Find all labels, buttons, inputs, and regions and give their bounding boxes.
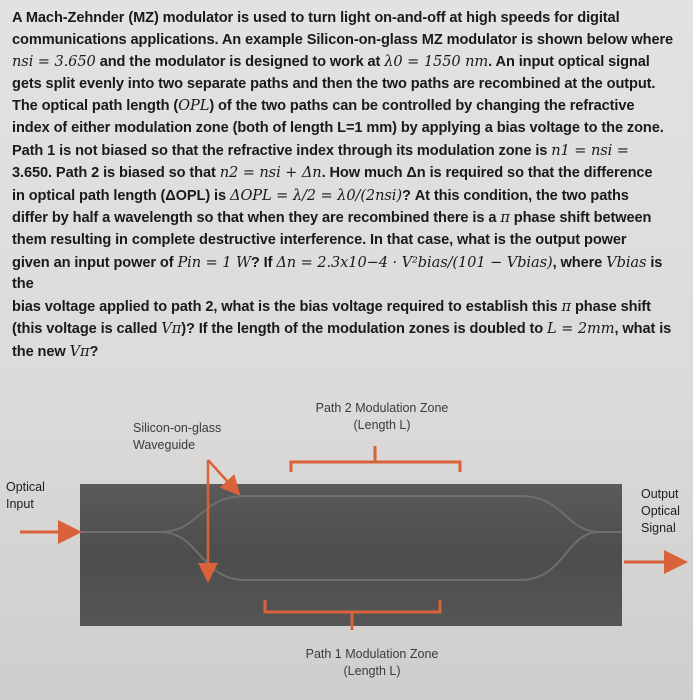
- label-line: (Length L): [343, 664, 401, 678]
- label-line: Output: [641, 487, 679, 501]
- waveguide-pointer: [208, 460, 237, 578]
- text-run: gets split evenly into two separate paths and then the two paths are recombined at the output.: [12, 75, 656, 92]
- text-run: ? At this condition, the two paths: [401, 187, 629, 204]
- math-opl: OPL: [178, 97, 210, 115]
- math-vpi: Vπ: [161, 320, 182, 338]
- label-line: (Length L): [353, 418, 411, 432]
- text-run: communications applications. An example Silicon-on-glass MZ modulator is shown below where: [12, 31, 674, 48]
- text-run: the new: [12, 343, 70, 360]
- text-run: and the modulator is designed to work at: [95, 54, 385, 71]
- math-n2-eq: n2 = nsi + Δn: [219, 164, 322, 182]
- text-run: in optical path length (ΔOPL) is: [12, 187, 230, 204]
- text-run: (this voltage is called: [12, 321, 162, 338]
- text-run: phase shift: [571, 298, 651, 315]
- math-vpi: Vπ: [69, 342, 90, 360]
- text-run: . An input optical signal: [488, 54, 650, 71]
- text-run: 3.650. Path 2 is biased so that: [12, 165, 220, 182]
- text-run: phase shift between: [509, 210, 652, 227]
- text-run: A Mach-Zehnder (MZ) modulator is used to turn light on-and-off at high speeds for digital: [12, 10, 620, 26]
- label-line: Signal: [641, 521, 676, 535]
- text-run: is the: [12, 254, 663, 293]
- text-run: , what is: [614, 321, 672, 338]
- math-vbias: Vbias: [606, 253, 647, 271]
- path2-bracket: [291, 446, 460, 472]
- math-nsi-eq: nsi = 3.650: [12, 53, 96, 71]
- text-run: The optical path length (: [12, 98, 179, 115]
- math-pin-eq: Pin = 1 W: [177, 253, 251, 271]
- math-n1-eq: n1 = nsi =: [551, 141, 629, 159]
- label-line: Path 2 Modulation Zone: [315, 401, 449, 415]
- path1-bracket: [265, 600, 440, 630]
- math-pi: π: [500, 209, 510, 227]
- label-line: Silicon-on-glass: [133, 421, 222, 435]
- math-l-eq: L = 2mm: [547, 320, 615, 338]
- text-run: bias voltage applied to path 2, what is the bias voltage required to establish this: [12, 298, 562, 315]
- text-run: them resulting in complete destructive interference. In that case, what is the output power: [12, 231, 627, 248]
- math-lambda0-eq: λ0 = 1550 nm: [384, 53, 489, 71]
- waveguide-path-1: [160, 532, 600, 580]
- text-run: , where: [552, 254, 607, 271]
- waveguide-path-2: [80, 496, 622, 532]
- label-line: Optical: [641, 504, 680, 518]
- text-run: )? If the length of the modulation zones is doubled to: [181, 321, 548, 338]
- label-line: Input: [6, 497, 34, 511]
- label-line: Path 1 Modulation Zone: [305, 647, 439, 661]
- text-run: given an input power of: [12, 254, 178, 271]
- text-run: . How much Δn is required so that the difference: [321, 165, 653, 182]
- math-dopl-eq: ΔOPL = λ/2 = λ0/(2nsi): [230, 186, 402, 204]
- text-run: ? If: [250, 254, 277, 271]
- text-run: index of either modulation zone (both of length L=1 mm) by applying a bias voltage to the zone.: [12, 119, 664, 136]
- waveguide-paths: [80, 496, 622, 580]
- math-pi: π: [561, 297, 572, 315]
- label-line: Optical: [6, 480, 45, 494]
- text-run: ) of the two paths can be controlled by changing the refractive: [209, 98, 635, 115]
- label-line: Waveguide: [133, 438, 196, 452]
- math-dn-eq: Δn = 2.3x10−4 · V²bias/(101 − Vbias): [276, 253, 553, 271]
- text-run: ?: [89, 343, 99, 360]
- text-run: Path 1 is not biased so that the refractive index through its modulation zone is: [12, 142, 552, 159]
- text-run: differ by half a wavelength so that when they are recombined there is a: [12, 210, 501, 227]
